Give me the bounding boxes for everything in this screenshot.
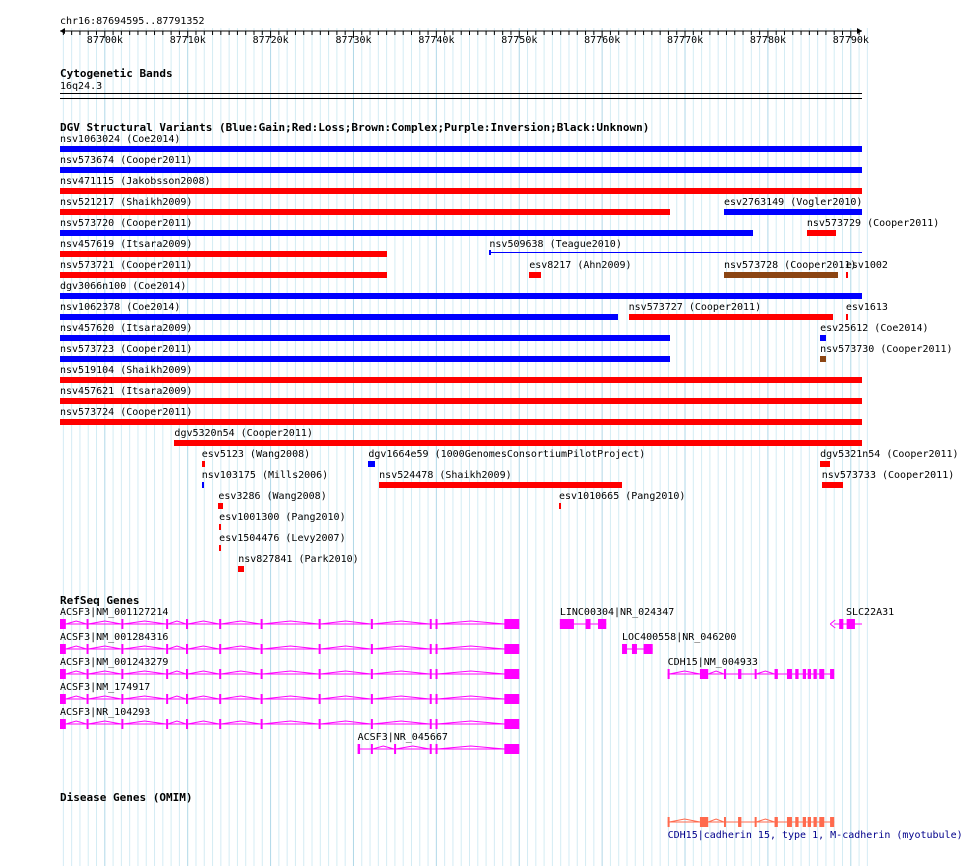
dgv-variant-label[interactable]: nsv573729 (Cooper2011) [806,218,940,229]
ruler-tick-label: 87710k [169,35,206,46]
dgv-variant-label[interactable]: nsv1062378 (Coe2014) [60,302,181,313]
dgv-variant-label[interactable]: nsv573728 (Cooper2011) [723,260,857,271]
dgv-variant-label[interactable]: nsv524478 (Shaikh2009) [379,470,512,481]
coordinate-label: chr16:87694595..87791352 [60,16,205,27]
dgv-variant-label[interactable]: nsv1063024 (Coe2014) [60,134,181,145]
dgv-variant-label[interactable]: esv5123 (Wang2008) [201,449,311,460]
dgv-variant-label[interactable]: nsv573674 (Cooper2011) [60,155,193,166]
dgv-variant-label[interactable]: nsv457621 (Itsara2009) [60,386,193,397]
ruler-tick-label: 87750k [501,35,538,46]
refseq-transcript-label[interactable]: SLC22A31 [846,607,895,618]
dgv-variant-label[interactable]: nsv573720 (Cooper2011) [60,218,193,229]
cytoband-label[interactable]: 16q24.3 [60,81,103,92]
dgv-variant-label[interactable]: nsv573724 (Cooper2011) [60,407,193,418]
exon-block [724,817,726,827]
dgv-variant-label[interactable]: nsv519104 (Shaikh2009) [60,365,193,376]
omim-track-title: Disease Genes (OMIM) [60,791,193,804]
dgv-track-title: DGV Structural Variants (Blue:Gain;Red:Loss;Brown:Complex;Purple:Inversion;Black:Unknown) [60,121,650,134]
dgv-variant-label[interactable]: dgv5320n54 (Cooper2011) [174,428,313,439]
ruler-tick-label: 87790k [832,35,869,46]
ruler-tick-label: 87730k [335,35,372,46]
exon-block [775,817,778,827]
dgv-variant-label[interactable]: nsv827841 (Park2010) [238,554,359,565]
dgv-variant-label[interactable]: esv1001300 (Pang2010) [219,512,346,523]
exon-block [700,817,708,827]
dgv-variant-label[interactable]: nsv573721 (Cooper2011) [60,260,193,271]
refseq-track-title: RefSeq Genes [60,594,140,607]
ruler-tick-label: 87770k [667,35,704,46]
refseq-transcript-label[interactable]: ACSF3|NM_001127214 [60,607,169,618]
dgv-variant-label[interactable]: nsv103175 (Mills2006) [201,470,329,481]
exon-block [813,817,816,827]
exon-block [808,817,811,827]
exon-block [819,817,824,827]
refseq-transcript-label[interactable]: ACSF3|NM_001284316 [60,632,169,643]
dgv-variant-label[interactable]: nsv573723 (Cooper2011) [60,344,193,355]
exon-block [795,817,798,827]
dgv-variant-label[interactable]: esv25612 (Coe2014) [820,323,929,334]
dgv-variant-label[interactable]: nsv457619 (Itsara2009) [60,239,193,250]
dgv-variant-label[interactable]: nsv573733 (Cooper2011) [821,470,955,481]
dgv-variant-label[interactable]: esv8217 (Ahn2009) [529,260,632,271]
omim-gene-label[interactable]: CDH15|cadherin 15, type 1, M-cadherin (myotubule) [667,830,963,841]
dgv-variant-label[interactable]: nsv521217 (Shaikh2009) [60,197,193,208]
dgv-variant-label[interactable]: esv1010665 (Pang2010) [559,491,686,502]
omim-gene[interactable] [668,817,835,827]
ruler-tick-label: 87700k [86,35,123,46]
dgv-variant-label[interactable]: esv1613 [845,302,888,313]
cytoband-track-title: Cytogenetic Bands [60,67,173,80]
dgv-variant-label[interactable]: dgv5321n54 (Cooper2011) [820,449,959,460]
ruler-tick-label: 87760k [584,35,621,46]
refseq-transcript-label[interactable]: ACSF3|NM_174917 [60,682,151,693]
refseq-transcript-label[interactable]: LOC400558|NR_046200 [622,632,737,643]
dgv-variant-label[interactable]: dgv3066n100 (Coe2014) [60,281,187,292]
dgv-variant-label[interactable]: esv1002 [845,260,888,271]
exon-block [803,817,806,827]
dgv-variant-label[interactable]: nsv573730 (Cooper2011) [820,344,953,355]
dgv-variant-label[interactable]: nsv509638 (Teague2010) [489,239,622,250]
dgv-variant-label[interactable]: esv1504476 (Levy2007) [219,533,346,544]
exon-block [830,817,834,827]
refseq-transcript-label[interactable]: ACSF3|NM_001243279 [60,657,169,668]
exon-block [738,817,741,827]
refseq-transcript-label[interactable]: CDH15|NM_004933 [667,657,758,668]
ruler-tick-label: 87720k [252,35,289,46]
ruler-tick-label: 87740k [418,35,455,46]
refseq-transcript-label[interactable]: ACSF3|NR_104293 [60,707,151,718]
dgv-variant-label[interactable]: esv3286 (Wang2008) [218,491,327,502]
dgv-variant-label[interactable]: nsv471115 (Jakobsson2008) [60,176,211,187]
ruler-tick-label: 87780k [749,35,787,46]
dgv-variant-label[interactable]: nsv457620 (Itsara2009) [60,323,193,334]
refseq-transcript-label[interactable]: ACSF3|NR_045667 [357,732,448,743]
exon-block [787,817,792,827]
dgv-variant-label[interactable]: esv2763149 (Vogler2010) [723,197,863,208]
dgv-variant-label[interactable]: dgv1664e59 (1000GenomesConsortiumPilotProject) [368,449,646,460]
refseq-transcript-label[interactable]: LINC00304|NR_024347 [559,607,675,618]
dgv-variant-label[interactable]: nsv573727 (Cooper2011) [628,302,762,313]
